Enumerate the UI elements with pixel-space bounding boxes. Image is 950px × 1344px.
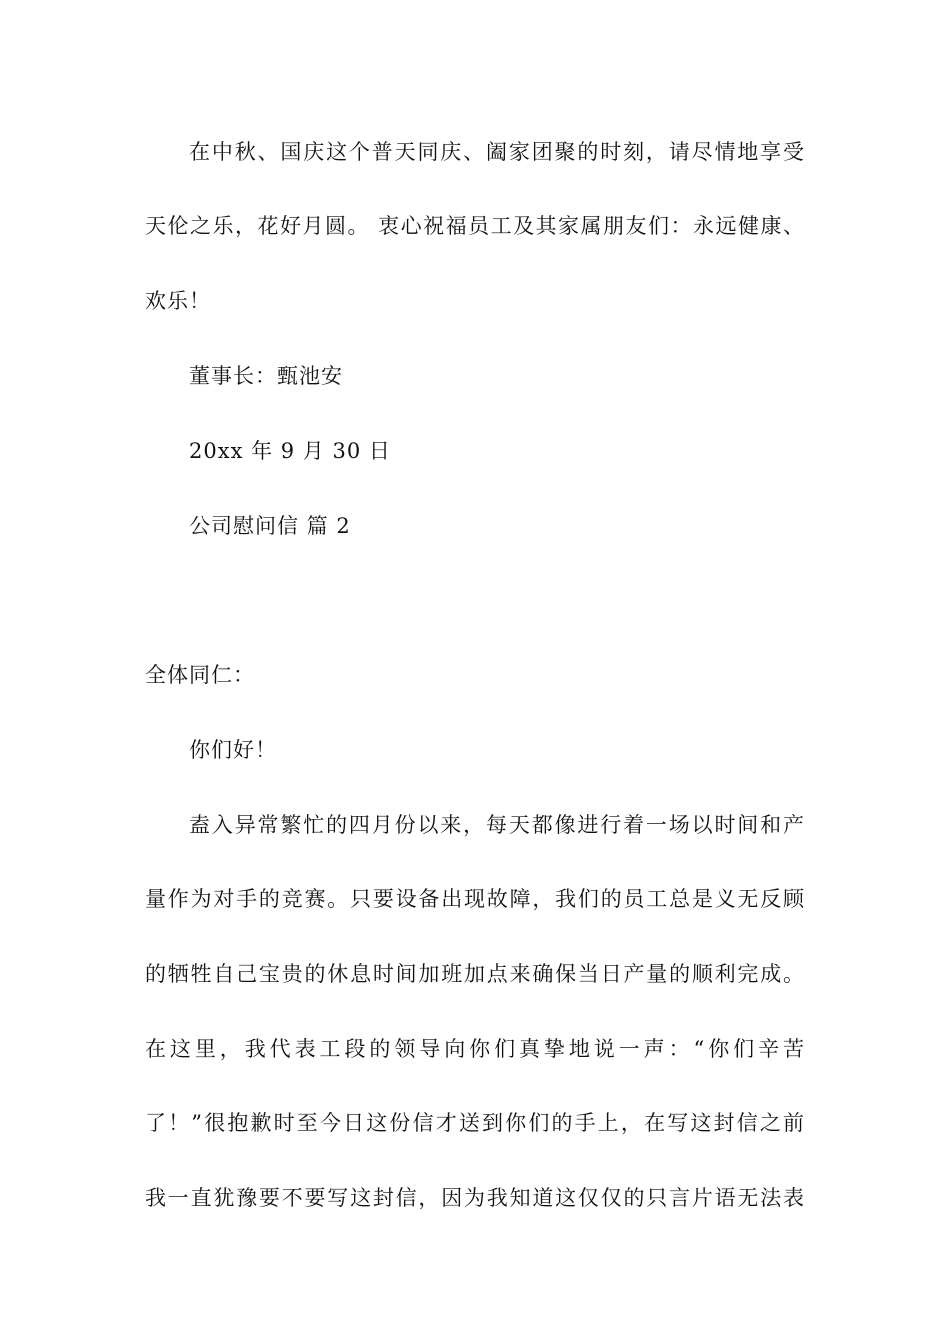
paragraph-line: 的牺牲自己宝贵的休息时间加班加点来确保当日产量的顺利完成。 bbox=[145, 962, 805, 986]
salutation: 全体同仁： bbox=[145, 663, 255, 687]
greeting: 你们好！ bbox=[189, 738, 277, 762]
paragraph-line: 了！”很抱歉时至今日这份信才送到你们的手上，在写这封信之前 bbox=[145, 1111, 805, 1135]
section-heading: 公司慰问信 篇 2 bbox=[189, 514, 351, 538]
paragraph-line: 盍入异常繁忙的四月份以来，每天都像进行着一场以时间和产 bbox=[189, 813, 805, 837]
paragraph-line: 天伦之乐，花好月圆。 衷心祝福员工及其家属朋友们：永远健康、 bbox=[145, 214, 805, 238]
paragraph-line: 在这里，我代表工段的领导向你们真挚地说一声：“你们辛苦 bbox=[145, 1037, 805, 1061]
paragraph-line: 我一直犹豫要不要写这封信，因为我知道这仅仅的只言片语无法表 bbox=[145, 1186, 805, 1210]
signature-line: 董事长：甄池安 bbox=[189, 364, 343, 388]
paragraph-line: 欢乐！ bbox=[145, 289, 211, 313]
date-line: 20xx 年 9 月 30 日 bbox=[189, 439, 391, 463]
paragraph-line: 在中秋、国庆这个普天同庆、阖家团聚的时刻，请尽情地享受 bbox=[189, 140, 805, 164]
paragraph-line: 量作为对手的竞赛。只要设备出现故障，我们的员工总是义无反顾 bbox=[145, 887, 805, 911]
